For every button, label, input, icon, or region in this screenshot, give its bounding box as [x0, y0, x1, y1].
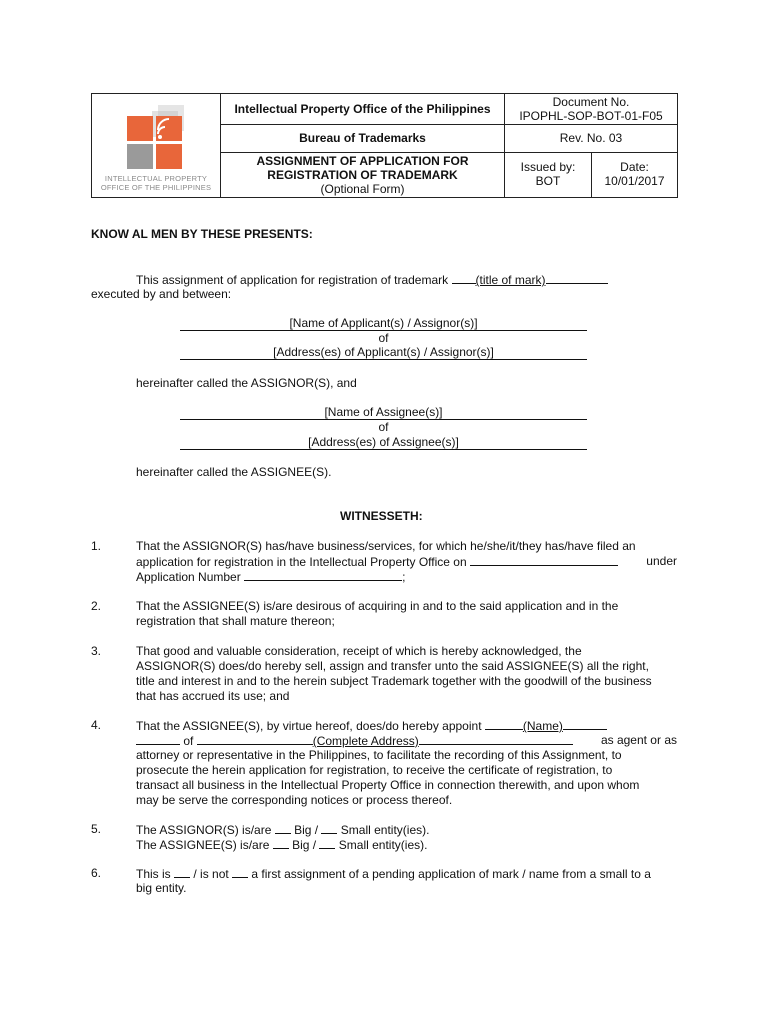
assignor-big-checkbox[interactable]	[275, 822, 291, 834]
intro-text: This assignment of application for registration of trademark	[136, 273, 449, 287]
form-subtitle: (Optional Form)	[320, 182, 405, 196]
item-5-text-1a: The ASSIGNOR(S) is/are	[136, 823, 272, 837]
item-2-number: 2.	[91, 599, 102, 613]
item-3-line-4: that has accrued its use; and	[136, 689, 290, 703]
item-4-line-1	[136, 718, 607, 734]
witnesseth-heading: WITNESSETH:	[340, 509, 423, 523]
item-4-line-4: prosecute the herein application for registration, to receive the certificate of registration, to	[136, 763, 613, 777]
item-4-text-1a: That the ASSIGNEE(S), by virtue hereof, does/do hereby appoint	[136, 719, 482, 733]
applicant-address-field[interactable]: [Address(es) of Applicant(s) / Assignor(s)]	[273, 345, 494, 359]
item-1-text-2b: under	[646, 554, 677, 568]
agent-address-field[interactable]: (Complete Address)	[312, 734, 419, 748]
applicant-name-field[interactable]: [Name of Applicant(s) / Assignor(s)]	[289, 316, 478, 330]
item-5-line-2	[136, 837, 427, 853]
item-3-number: 3.	[91, 644, 102, 658]
issued-by	[505, 160, 591, 188]
logo-text-line-1: INTELLECTUAL PROPERTY	[104, 174, 208, 183]
item-2-line-1: That the ASSIGNEE(S) is/are desirous of acquiring in and to the said application and in the	[136, 599, 619, 613]
item-4-line-3: attorney or representative in the Philippines, to facilitate the recording of this Assignment, to	[136, 748, 622, 762]
item-6-line-1	[136, 866, 677, 882]
date-value: 10/01/2017	[604, 174, 665, 188]
item-5-text-2c: Small entity(ies).	[338, 838, 428, 852]
document-number	[505, 95, 677, 123]
doc-no-value: IPOPHL-SOP-BOT-01-F05	[519, 109, 663, 123]
item-1-line-3	[136, 569, 405, 585]
of-label-2: of	[378, 420, 389, 434]
issued-by-label: Issued by:	[520, 160, 576, 174]
item-5-line-1	[136, 822, 429, 838]
form-title	[221, 154, 504, 196]
item-6-text-1c: a first assignment of a pending application of mark / name from a small to a	[251, 867, 651, 881]
first-assignment-no-checkbox[interactable]	[232, 866, 248, 878]
item-1-text-3a: Application Number	[136, 570, 241, 584]
document-header-table	[91, 93, 678, 198]
assignee-name-field[interactable]: [Name of Assignee(s)]	[324, 405, 443, 419]
item-3-line-1: That good and valuable consideration, receipt of which is hereby acknowledged, the	[136, 644, 582, 658]
item-6-line-2: big entity.	[136, 881, 187, 895]
item-1-line-2	[136, 554, 677, 570]
item-6-text-1b: / is not	[193, 867, 229, 881]
item-5-number: 5.	[91, 822, 102, 836]
date-label: Date:	[620, 160, 649, 174]
form-title-line-1: ASSIGNMENT OF APPLICATION FOR	[256, 154, 469, 168]
item-5-text-2b: Big /	[292, 838, 317, 852]
intro-line-1	[136, 272, 608, 288]
agent-name-field[interactable]: (Name)	[522, 719, 563, 733]
bureau-name: Bureau of Trademarks	[299, 131, 426, 145]
filing-date-field[interactable]	[470, 554, 618, 566]
assignor-small-checkbox[interactable]	[321, 822, 337, 834]
intro-line-2: executed by and between:	[91, 287, 232, 301]
item-1-line-1: That the ASSIGNOR(S) has/have business/services, for which he/she/it/they has/have filed an	[136, 539, 636, 553]
item-3-line-3: title and interest in and to the herein subject Trademark together with the goodwill of the business	[136, 674, 652, 688]
item-6-number: 6.	[91, 866, 102, 880]
title-of-mark-field[interactable]: (title of mark)	[475, 273, 546, 287]
assignee-big-checkbox[interactable]	[273, 837, 289, 849]
issue-date	[592, 160, 677, 188]
item-5-text-1b: Big /	[294, 823, 319, 837]
item-4-text-2b: as agent or as	[600, 733, 677, 747]
item-4-line-2	[136, 733, 677, 749]
assignee-called-text: hereinafter called the ASSIGNEE(S).	[136, 465, 332, 479]
item-1-number: 1.	[91, 539, 102, 553]
item-4-line-6: may be serve the corresponding notices or process thereof.	[136, 793, 453, 807]
item-6-text-1a: This is	[136, 867, 171, 881]
item-4-number: 4.	[91, 718, 102, 732]
application-number-field[interactable]	[244, 569, 402, 581]
assignee-small-checkbox[interactable]	[319, 837, 335, 849]
assignee-address-field[interactable]: [Address(es) of Assignee(s)]	[308, 435, 459, 449]
revision-number: Rev. No. 03	[559, 131, 623, 145]
first-assignment-yes-checkbox[interactable]	[174, 866, 190, 878]
item-3-line-2: ASSIGNOR(S) does/do hereby sell, assign and transfer unto the said ASSIGNEE(S) all the right,	[136, 659, 649, 673]
doc-no-label: Document No.	[552, 95, 630, 109]
item-5-text-2a: The ASSIGNEE(S) is/are	[136, 838, 270, 852]
item-4-line-5: transact all business in the Intellectual Property Office in connection therewith, and upon whom	[136, 778, 640, 792]
item-1-text-2a: application for registration in the Intellectual Property Office on	[136, 555, 467, 569]
assignor-called-text: hereinafter called the ASSIGNOR(S), and	[136, 376, 357, 390]
item-1-text-3b: ;	[402, 570, 406, 584]
ipophl-logo-icon	[92, 94, 220, 174]
ipophl-logo	[92, 94, 220, 197]
item-2-line-2: registration that shall mature thereon;	[136, 614, 335, 628]
issued-by-value: BOT	[535, 174, 561, 188]
of-label-1: of	[378, 331, 389, 345]
presents-heading: KNOW AL MEN BY THESE PRESENTS:	[91, 227, 313, 241]
form-title-line-2: REGISTRATION OF TRADEMARK	[267, 168, 458, 182]
org-name: Intellectual Property Office of the Philippines	[234, 102, 491, 116]
item-5-text-1c: Small entity(ies).	[340, 823, 430, 837]
logo-text-line-2: OFFICE OF THE PHILIPPINES	[100, 183, 212, 192]
item-4-text-2a: of	[183, 734, 194, 748]
